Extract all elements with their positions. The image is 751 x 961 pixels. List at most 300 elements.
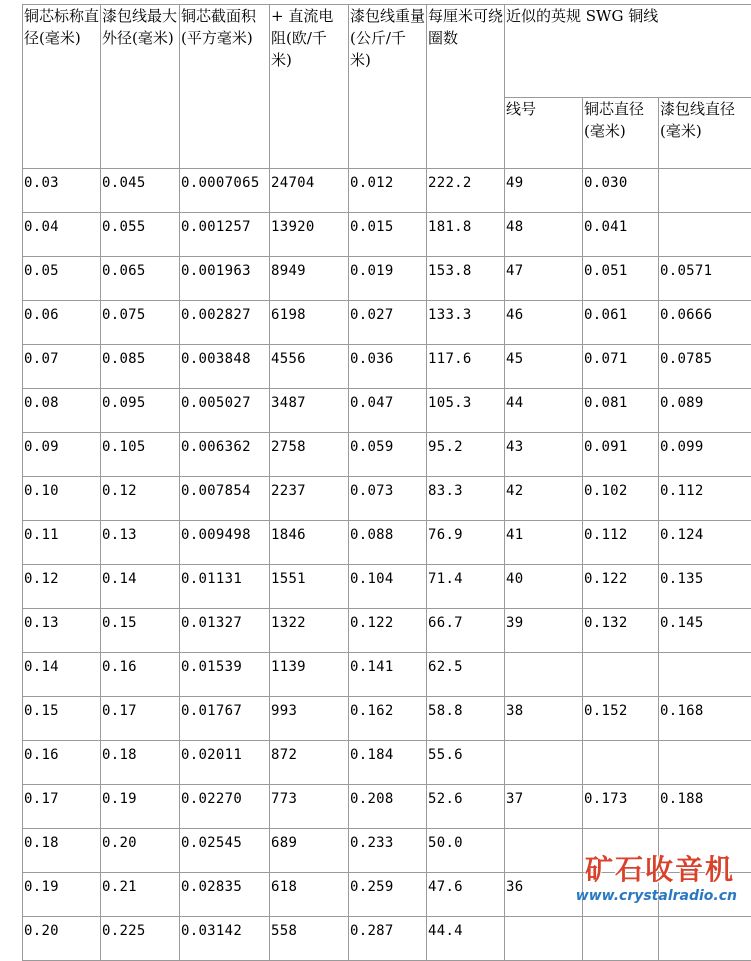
cell-value: 3487 bbox=[271, 395, 306, 411]
cell-swg-number bbox=[505, 609, 583, 653]
cell-turns-per-cm bbox=[427, 697, 505, 741]
cell-value: 0.105 bbox=[102, 439, 146, 455]
cell-swg-number bbox=[505, 741, 583, 785]
cell-value: 0.051 bbox=[584, 263, 628, 279]
cell-value: 24704 bbox=[271, 175, 315, 191]
cell-max-outer-diameter bbox=[101, 785, 180, 829]
cell-max-outer-diameter bbox=[101, 917, 180, 961]
cell-swg-enamel-diameter bbox=[659, 609, 751, 653]
cell-dc-resistance bbox=[270, 213, 349, 257]
cell-value: 62.5 bbox=[428, 659, 463, 675]
cell-weight bbox=[349, 257, 427, 301]
cell-value: 0.009498 bbox=[181, 527, 251, 543]
cell-value: 0.006362 bbox=[181, 439, 251, 455]
cell-value: 0.17 bbox=[102, 703, 137, 719]
cell-weight bbox=[349, 829, 427, 873]
cell-value: 0.085 bbox=[102, 351, 146, 367]
cell-value: 0.17 bbox=[24, 791, 59, 807]
cell-turns-per-cm bbox=[427, 565, 505, 609]
table-row bbox=[23, 213, 751, 257]
cell-value: 558 bbox=[271, 923, 297, 939]
cell-cross-section bbox=[180, 829, 270, 873]
header-swg-copper-diameter: 铜芯直径(毫米) bbox=[583, 98, 659, 169]
cell-swg-enamel-diameter bbox=[659, 301, 751, 345]
cell-cross-section bbox=[180, 521, 270, 565]
cell-swg-number bbox=[505, 169, 583, 213]
cell-nominal-diameter bbox=[23, 609, 101, 653]
cell-value: 153.8 bbox=[428, 263, 472, 279]
cell-swg-copper-diameter bbox=[583, 521, 659, 565]
cell-value: 0.11 bbox=[24, 527, 59, 543]
cell-value: 49 bbox=[506, 175, 523, 191]
cell-value: 40 bbox=[506, 571, 523, 587]
cell-dc-resistance bbox=[270, 521, 349, 565]
watermark-title: 矿石收音机 bbox=[585, 848, 735, 888]
watermark-url: www.crystalradio.cn bbox=[576, 888, 737, 904]
cell-dc-resistance bbox=[270, 433, 349, 477]
cell-value: 0.0666 bbox=[660, 307, 712, 323]
cell-swg-copper-diameter bbox=[583, 433, 659, 477]
cell-max-outer-diameter bbox=[101, 169, 180, 213]
cell-value: 0.036 bbox=[350, 351, 394, 367]
cell-value: 0.01327 bbox=[181, 615, 242, 631]
cell-cross-section bbox=[180, 389, 270, 433]
cell-value: 0.112 bbox=[584, 527, 628, 543]
cell-value: 0.18 bbox=[102, 747, 137, 763]
cell-value: 0.007854 bbox=[181, 483, 251, 499]
cell-value: 0.145 bbox=[660, 615, 704, 631]
cell-swg-copper-diameter bbox=[583, 653, 659, 697]
cell-value: 0.059 bbox=[350, 439, 394, 455]
cell-value: 0.188 bbox=[660, 791, 704, 807]
cell-weight bbox=[349, 433, 427, 477]
cell-swg-enamel-diameter bbox=[659, 213, 751, 257]
cell-nominal-diameter bbox=[23, 741, 101, 785]
cell-nominal-diameter bbox=[23, 257, 101, 301]
cell-nominal-diameter bbox=[23, 697, 101, 741]
cell-value: 0.122 bbox=[584, 571, 628, 587]
cell-value: 0.07 bbox=[24, 351, 59, 367]
cell-value: 0.19 bbox=[24, 879, 59, 895]
cell-weight bbox=[349, 301, 427, 345]
cell-cross-section bbox=[180, 917, 270, 961]
cell-max-outer-diameter bbox=[101, 609, 180, 653]
cell-value: 50.0 bbox=[428, 835, 463, 851]
cell-turns-per-cm bbox=[427, 829, 505, 873]
cell-swg-enamel-diameter bbox=[659, 653, 751, 697]
cell-value: 71.4 bbox=[428, 571, 463, 587]
cell-turns-per-cm bbox=[427, 389, 505, 433]
cell-dc-resistance bbox=[270, 697, 349, 741]
cell-value: 0.184 bbox=[350, 747, 394, 763]
cell-max-outer-diameter bbox=[101, 521, 180, 565]
cell-value: 0.08 bbox=[24, 395, 59, 411]
table-row bbox=[23, 389, 751, 433]
cell-weight bbox=[349, 565, 427, 609]
cell-value: 13920 bbox=[271, 219, 315, 235]
cell-dc-resistance bbox=[270, 653, 349, 697]
cell-cross-section bbox=[180, 213, 270, 257]
cell-swg-copper-diameter bbox=[583, 169, 659, 213]
cell-value: 42 bbox=[506, 483, 523, 499]
cell-cross-section bbox=[180, 741, 270, 785]
cell-value: 0.152 bbox=[584, 703, 628, 719]
cell-turns-per-cm bbox=[427, 873, 505, 917]
cell-weight bbox=[349, 169, 427, 213]
cell-dc-resistance bbox=[270, 609, 349, 653]
cell-dc-resistance bbox=[270, 169, 349, 213]
cell-swg-enamel-diameter bbox=[659, 345, 751, 389]
cell-cross-section bbox=[180, 169, 270, 213]
cell-weight bbox=[349, 609, 427, 653]
cell-turns-per-cm bbox=[427, 917, 505, 961]
cell-swg-enamel-diameter bbox=[659, 785, 751, 829]
cell-value: 0.002827 bbox=[181, 307, 251, 323]
cell-max-outer-diameter bbox=[101, 565, 180, 609]
cell-swg-number bbox=[505, 697, 583, 741]
cell-value: 45 bbox=[506, 351, 523, 367]
cell-swg-copper-diameter bbox=[583, 741, 659, 785]
cell-value: 37 bbox=[506, 791, 523, 807]
cell-cross-section bbox=[180, 697, 270, 741]
cell-value: 36 bbox=[506, 879, 523, 895]
cell-cross-section bbox=[180, 565, 270, 609]
cell-value: 0.015 bbox=[350, 219, 394, 235]
cell-value: 0.0571 bbox=[660, 263, 712, 279]
header-turns-per-cm: 每厘米可绕圈数 bbox=[427, 5, 505, 169]
cell-value: 2237 bbox=[271, 483, 306, 499]
table-row bbox=[23, 609, 751, 653]
cell-swg-enamel-diameter bbox=[659, 565, 751, 609]
cell-max-outer-diameter bbox=[101, 697, 180, 741]
cell-value: 0.06 bbox=[24, 307, 59, 323]
cell-max-outer-diameter bbox=[101, 829, 180, 873]
cell-value: 0.02270 bbox=[181, 791, 242, 807]
cell-value: 0.075 bbox=[102, 307, 146, 323]
cell-cross-section bbox=[180, 873, 270, 917]
cell-value: 0.0785 bbox=[660, 351, 712, 367]
cell-value: 1846 bbox=[271, 527, 306, 543]
cell-value: 0.102 bbox=[584, 483, 628, 499]
cell-dc-resistance bbox=[270, 257, 349, 301]
cell-swg-number bbox=[505, 785, 583, 829]
cell-nominal-diameter bbox=[23, 653, 101, 697]
cell-turns-per-cm bbox=[427, 301, 505, 345]
cell-value: 0.259 bbox=[350, 879, 394, 895]
cell-swg-copper-diameter bbox=[583, 477, 659, 521]
cell-value: 0.05 bbox=[24, 263, 59, 279]
cell-nominal-diameter bbox=[23, 521, 101, 565]
header-row-main bbox=[23, 5, 751, 98]
cell-value: 105.3 bbox=[428, 395, 472, 411]
cell-value: 0.041 bbox=[584, 219, 628, 235]
cell-weight bbox=[349, 213, 427, 257]
cell-swg-enamel-diameter bbox=[659, 521, 751, 565]
cell-nominal-diameter bbox=[23, 301, 101, 345]
table-row bbox=[23, 565, 751, 609]
cell-weight bbox=[349, 653, 427, 697]
cell-value: 0.225 bbox=[102, 923, 146, 939]
cell-cross-section bbox=[180, 345, 270, 389]
cell-value: 0.01767 bbox=[181, 703, 242, 719]
cell-swg-copper-diameter bbox=[583, 565, 659, 609]
cell-value: 0.0007065 bbox=[181, 175, 260, 191]
cell-value: 66.7 bbox=[428, 615, 463, 631]
cell-value: 38 bbox=[506, 703, 523, 719]
cell-value: 44.4 bbox=[428, 923, 463, 939]
cell-cross-section bbox=[180, 433, 270, 477]
cell-dc-resistance bbox=[270, 565, 349, 609]
cell-swg-enamel-diameter bbox=[659, 477, 751, 521]
cell-value: 0.141 bbox=[350, 659, 394, 675]
cell-value: 1551 bbox=[271, 571, 306, 587]
wire-spec-table bbox=[22, 4, 751, 961]
cell-value: 6198 bbox=[271, 307, 306, 323]
cell-weight bbox=[349, 697, 427, 741]
cell-turns-per-cm bbox=[427, 477, 505, 521]
cell-swg-enamel-diameter bbox=[659, 389, 751, 433]
cell-swg-copper-diameter bbox=[583, 301, 659, 345]
cell-value: 0.20 bbox=[24, 923, 59, 939]
cell-value: 0.073 bbox=[350, 483, 394, 499]
cell-value: 1139 bbox=[271, 659, 306, 675]
cell-value: 0.18 bbox=[24, 835, 59, 851]
cell-swg-enamel-diameter bbox=[659, 169, 751, 213]
cell-swg-number bbox=[505, 565, 583, 609]
cell-value: 0.124 bbox=[660, 527, 704, 543]
cell-value: 1322 bbox=[271, 615, 306, 631]
cell-turns-per-cm bbox=[427, 345, 505, 389]
cell-cross-section bbox=[180, 477, 270, 521]
cell-value: 0.287 bbox=[350, 923, 394, 939]
cell-value: 0.112 bbox=[660, 483, 704, 499]
cell-max-outer-diameter bbox=[101, 873, 180, 917]
cell-swg-number bbox=[505, 477, 583, 521]
cell-nominal-diameter bbox=[23, 829, 101, 873]
cell-value: 0.10 bbox=[24, 483, 59, 499]
cell-value: 76.9 bbox=[428, 527, 463, 543]
cell-cross-section bbox=[180, 301, 270, 345]
cell-value: 0.15 bbox=[24, 703, 59, 719]
cell-value: 41 bbox=[506, 527, 523, 543]
cell-value: 0.14 bbox=[102, 571, 137, 587]
cell-value: 47 bbox=[506, 263, 523, 279]
cell-swg-enamel-diameter bbox=[659, 741, 751, 785]
cell-value: 0.122 bbox=[350, 615, 394, 631]
cell-value: 0.01539 bbox=[181, 659, 242, 675]
cell-value: 4556 bbox=[271, 351, 306, 367]
cell-swg-number bbox=[505, 521, 583, 565]
cell-turns-per-cm bbox=[427, 213, 505, 257]
cell-value: 117.6 bbox=[428, 351, 472, 367]
cell-swg-copper-diameter bbox=[583, 213, 659, 257]
cell-swg-copper-diameter bbox=[583, 785, 659, 829]
cell-value: 0.099 bbox=[660, 439, 704, 455]
cell-dc-resistance bbox=[270, 785, 349, 829]
cell-value: 0.091 bbox=[584, 439, 628, 455]
cell-value: 0.095 bbox=[102, 395, 146, 411]
cell-turns-per-cm bbox=[427, 741, 505, 785]
cell-dc-resistance bbox=[270, 477, 349, 521]
header-swg-enamel-diameter: 漆包线直径(毫米) bbox=[659, 98, 751, 169]
cell-swg-number bbox=[505, 653, 583, 697]
table-body bbox=[23, 169, 751, 961]
table-row bbox=[23, 521, 751, 565]
cell-max-outer-diameter bbox=[101, 213, 180, 257]
wire-spec-table-container bbox=[22, 4, 751, 961]
cell-swg-copper-diameter bbox=[583, 257, 659, 301]
cell-weight bbox=[349, 741, 427, 785]
table-row bbox=[23, 697, 751, 741]
cell-value: 0.168 bbox=[660, 703, 704, 719]
cell-value: 55.6 bbox=[428, 747, 463, 763]
cell-nominal-diameter bbox=[23, 213, 101, 257]
cell-nominal-diameter bbox=[23, 433, 101, 477]
cell-swg-enamel-diameter bbox=[659, 697, 751, 741]
table-row bbox=[23, 257, 751, 301]
cell-swg-number bbox=[505, 345, 583, 389]
cell-max-outer-diameter bbox=[101, 389, 180, 433]
cell-nominal-diameter bbox=[23, 169, 101, 213]
cell-value: 0.02545 bbox=[181, 835, 242, 851]
cell-max-outer-diameter bbox=[101, 257, 180, 301]
table-row bbox=[23, 169, 751, 213]
cell-value: 0.088 bbox=[350, 527, 394, 543]
cell-value: 0.001257 bbox=[181, 219, 251, 235]
cell-swg-enamel-diameter bbox=[659, 917, 751, 961]
cell-value: 0.15 bbox=[102, 615, 137, 631]
cell-swg-enamel-diameter bbox=[659, 257, 751, 301]
cell-turns-per-cm bbox=[427, 653, 505, 697]
cell-dc-resistance bbox=[270, 917, 349, 961]
cell-cross-section bbox=[180, 609, 270, 653]
cell-dc-resistance bbox=[270, 301, 349, 345]
cell-value: 83.3 bbox=[428, 483, 463, 499]
table-row bbox=[23, 477, 751, 521]
cell-value: 0.132 bbox=[584, 615, 628, 631]
cell-swg-number bbox=[505, 917, 583, 961]
cell-value: 993 bbox=[271, 703, 297, 719]
cell-value: 48 bbox=[506, 219, 523, 235]
cell-value: 0.19 bbox=[102, 791, 137, 807]
cell-value: 181.8 bbox=[428, 219, 472, 235]
cell-value: 0.061 bbox=[584, 307, 628, 323]
cell-max-outer-diameter bbox=[101, 741, 180, 785]
cell-max-outer-diameter bbox=[101, 433, 180, 477]
cell-value: 689 bbox=[271, 835, 297, 851]
cell-value: 0.12 bbox=[24, 571, 59, 587]
table-row bbox=[23, 917, 751, 961]
cell-turns-per-cm bbox=[427, 785, 505, 829]
cell-nominal-diameter bbox=[23, 873, 101, 917]
cell-max-outer-diameter bbox=[101, 301, 180, 345]
header-max-outer-diameter: 漆包线最大外径(毫米) bbox=[101, 5, 180, 169]
cell-swg-copper-diameter bbox=[583, 389, 659, 433]
table-row bbox=[23, 433, 751, 477]
header-swg-group: 近似的英规 SWG 铜线 bbox=[505, 5, 751, 98]
cell-value: 0.21 bbox=[102, 879, 137, 895]
cell-dc-resistance bbox=[270, 741, 349, 785]
cell-nominal-diameter bbox=[23, 389, 101, 433]
cell-swg-copper-diameter bbox=[583, 697, 659, 741]
cell-value: 0.14 bbox=[24, 659, 59, 675]
cell-value: 0.081 bbox=[584, 395, 628, 411]
cell-weight bbox=[349, 873, 427, 917]
table-row bbox=[23, 345, 751, 389]
cell-value: 0.173 bbox=[584, 791, 628, 807]
cell-value: 0.208 bbox=[350, 791, 394, 807]
cell-max-outer-diameter bbox=[101, 477, 180, 521]
cell-dc-resistance bbox=[270, 873, 349, 917]
cell-swg-number bbox=[505, 301, 583, 345]
cell-weight bbox=[349, 477, 427, 521]
cell-value: 0.03 bbox=[24, 175, 59, 191]
site-watermark bbox=[563, 848, 743, 918]
cell-cross-section bbox=[180, 653, 270, 697]
cell-value: 0.02835 bbox=[181, 879, 242, 895]
cell-value: 0.13 bbox=[24, 615, 59, 631]
cell-value: 0.04 bbox=[24, 219, 59, 235]
cell-nominal-diameter bbox=[23, 565, 101, 609]
header-dc-resistance: + 直流电阻(欧/千米) bbox=[270, 5, 349, 169]
cell-value: 0.001963 bbox=[181, 263, 251, 279]
cell-value: 0.019 bbox=[350, 263, 394, 279]
cell-value: 0.162 bbox=[350, 703, 394, 719]
table-row bbox=[23, 301, 751, 345]
cell-value: 0.003848 bbox=[181, 351, 251, 367]
cell-swg-copper-diameter bbox=[583, 609, 659, 653]
cell-value: 0.055 bbox=[102, 219, 146, 235]
cell-swg-number bbox=[505, 433, 583, 477]
cell-dc-resistance bbox=[270, 829, 349, 873]
cell-weight bbox=[349, 389, 427, 433]
cell-max-outer-diameter bbox=[101, 653, 180, 697]
cell-value: 0.16 bbox=[102, 659, 137, 675]
cell-swg-number bbox=[505, 213, 583, 257]
cell-value: 95.2 bbox=[428, 439, 463, 455]
cell-swg-number bbox=[505, 257, 583, 301]
cell-value: 618 bbox=[271, 879, 297, 895]
cell-value: 0.104 bbox=[350, 571, 394, 587]
header-cross-section: 铜芯截面积(平方毫米) bbox=[180, 5, 270, 169]
cell-turns-per-cm bbox=[427, 609, 505, 653]
cell-value: 0.045 bbox=[102, 175, 146, 191]
cell-value: 0.12 bbox=[102, 483, 137, 499]
cell-cross-section bbox=[180, 257, 270, 301]
cell-value: 39 bbox=[506, 615, 523, 631]
cell-value: 0.005027 bbox=[181, 395, 251, 411]
cell-value: 0.02011 bbox=[181, 747, 242, 763]
cell-value: 8949 bbox=[271, 263, 306, 279]
cell-cross-section bbox=[180, 785, 270, 829]
cell-value: 0.135 bbox=[660, 571, 704, 587]
table-row bbox=[23, 741, 751, 785]
cell-dc-resistance bbox=[270, 345, 349, 389]
cell-value: 0.233 bbox=[350, 835, 394, 851]
cell-weight bbox=[349, 521, 427, 565]
cell-nominal-diameter bbox=[23, 345, 101, 389]
cell-turns-per-cm bbox=[427, 257, 505, 301]
cell-value: 0.012 bbox=[350, 175, 394, 191]
header-swg-number: 线号 bbox=[505, 98, 583, 169]
cell-value: 0.065 bbox=[102, 263, 146, 279]
cell-weight bbox=[349, 345, 427, 389]
cell-weight bbox=[349, 917, 427, 961]
table-row bbox=[23, 785, 751, 829]
header-weight: 漆包线重量(公斤/千米) bbox=[349, 5, 427, 169]
cell-turns-per-cm bbox=[427, 169, 505, 213]
cell-value: 222.2 bbox=[428, 175, 472, 191]
